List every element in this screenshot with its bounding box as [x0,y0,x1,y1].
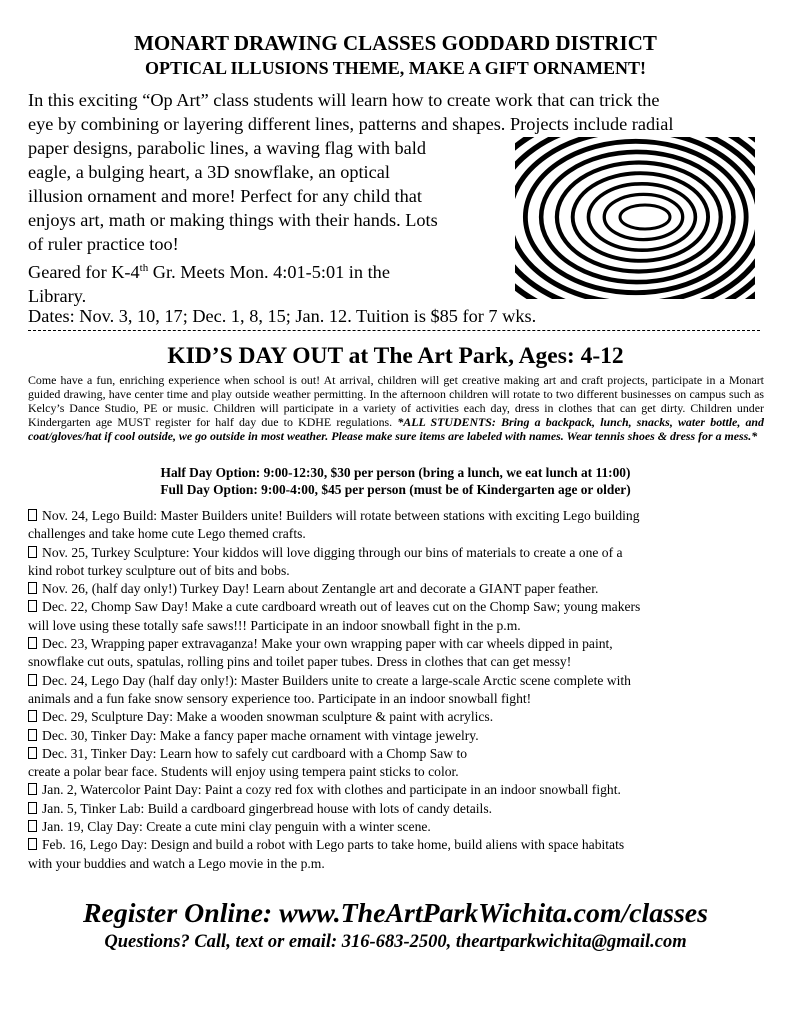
grade-info [28,256,498,284]
list-item-text: animals and a fun fake snow sensory experience too. Participate in an indoor snowball fight! [28,690,532,706]
intro-line: enjoys art, math or making things with their hands. Lots [28,210,438,230]
list-item [28,727,768,745]
grade-suffix: Gr. Meets Mon. 4:01-5:01 in the [148,262,390,283]
checkbox-bullet-icon [28,729,37,741]
half-day-option: Half Day Option: 9:00-12:30, $30 per person (bring a lunch, we eat lunch at 11:00) [160,465,631,480]
kids-day-title: KID’S DAY OUT at The Art Park, Ages: 4-12 [167,343,624,369]
contact-info: Questions? Call, text or email: 316-683-2500, theartparkwichita@gmail.com [104,932,687,952]
intro-line: eye by combining or layering different lines, patterns and shapes. Projects include radial [28,114,674,134]
page-subtitle: OPTICAL ILLUSIONS THEME, MAKE A GIFT ORNAMENT! [145,58,646,78]
section-divider [28,330,760,331]
list-item-text: Nov. 25, Turkey Sculpture: Your kiddos will love digging through our bins of materials to create a one of a [42,544,623,560]
full-day-option: Full Day Option: 9:00-4:00, $45 per person (must be of Kindergarten age or older) [160,482,631,497]
list-item-text: Dec. 23, Wrapping paper extravaganza! Make your own wrapping paper with car wheels dipped in paint, [42,636,613,652]
kids-day-notice: *ALL STUDENTS: Bring a backpack, lunch, snacks, water bottle, and coat/gloves/hat if cool outside, we go outside in most weather. Please make sure items are labeled with names. Wear tennis shoes & dress for a mess.* [28,415,764,443]
intro-line: In this exciting “Op Art” class students will learn how to create work that can trick the [28,90,660,110]
list-item-text: Feb. 16, Lego Day: Design and build a robot with Lego parts to take home, build aliens with space habitats [42,837,625,853]
list-item-text: will love using these totally safe saws!!! Participate in an indoor snowball fight in the p.m. [28,617,521,633]
list-item-continuation [28,653,768,671]
list-item-text: Nov. 26, (half day only!) Turkey Day! Learn about Zentangle art and decorate a GIANT paper feather. [42,581,599,597]
register-online: Register Online: www.TheArtParkWichita.com/classes [83,898,708,929]
list-item-continuation [28,690,768,708]
list-item [28,672,768,690]
list-item [28,708,768,726]
class-dates: Dates: Nov. 3, 10, 17; Dec. 1, 8, 15; Jan. 12. Tuition is $85 for 7 wks. [28,306,537,326]
kids-day-text: Come have a fun, enriching experience when school is out! At arrival, children will get creative making art and craft projects, participate in a Monart guided drawing, have center time and play outside weather permitting. In the afternoon children will rotate to two different businesses on campus such as Kelcy’s Dance Studio, PE or music. Children will participate in a variety of activities each day, dress in clothes that can get dirty. Children under Kindergarten age MUST register for half day due to KDHE regulations. [28,373,764,429]
list-item-text: challenges and take home cute Lego themed crafts. [28,526,306,542]
checkbox-bullet-icon [28,802,37,814]
list-item-continuation [28,617,768,635]
list-item-text: Jan. 5, Tinker Lab: Build a cardboard gingerbread house with lots of candy details. [42,800,493,816]
checkbox-bullet-icon [28,820,37,832]
grade-prefix: Geared for K-4 [28,262,140,283]
list-item-continuation [28,763,768,781]
list-item-continuation [28,855,768,873]
list-item [28,635,768,653]
checkbox-bullet-icon [28,710,37,722]
grade-info-line2: Library. [28,286,87,307]
intro-line: paper designs, parabolic lines, a waving flag with bald [28,138,427,158]
list-item [28,745,768,763]
list-item [28,781,768,799]
checkbox-bullet-icon [28,838,37,850]
intro-line: illusion ornament and more! Perfect for any child that [28,186,422,206]
page-title: MONART DRAWING CLASSES GODDARD DISTRICT [134,31,657,55]
list-item-text: create a polar bear face. Students will enjoy using tempera paint sticks to color. [28,764,459,780]
intro-line: of ruler practice too! [28,234,179,254]
list-item [28,836,768,854]
checkbox-bullet-icon [28,509,37,521]
list-item-continuation [28,562,768,580]
checkbox-bullet-icon [28,600,37,612]
list-item [28,544,768,562]
checkbox-bullet-icon [28,546,37,558]
list-item [28,507,768,525]
grade-sup: th [139,262,149,274]
list-item [28,818,768,836]
list-item-text: with your buddies and watch a Lego movie in the p.m. [28,855,325,871]
list-item [28,580,768,598]
list-item-text: Nov. 24, Lego Build: Master Builders unite! Builders will rotate between stations with exciting Lego building [42,508,640,523]
checkbox-bullet-icon [28,674,37,686]
events-list [28,507,768,873]
list-item-text: Dec. 29, Sculpture Day: Make a wooden snowman sculpture & paint with acrylics. [42,709,494,725]
list-item-text: snowflake cut outs, spatulas, rolling pins and toilet paper tubes. Dress in clothes that can get messy! [28,654,572,670]
list-item [28,598,768,616]
op-art-tunnel-illusion-icon [515,137,755,299]
list-item-text: Dec. 30, Tinker Day: Make a fancy paper mache ornament with vintage jewelry. [42,727,479,743]
checkbox-bullet-icon [28,747,37,759]
list-item-text: Dec. 24, Lego Day (half day only!): Master Builders unite to create a large-scale Arctic scene complete with [42,672,631,688]
checkbox-bullet-icon [28,783,37,795]
list-item-continuation [28,525,768,543]
checkbox-bullet-icon [28,582,37,594]
checkbox-bullet-icon [28,637,37,649]
list-item-text: Dec. 22, Chomp Saw Day! Make a cute cardboard wreath out of leaves cut on the Chomp Saw; young makers [42,599,641,615]
list-item-text: Dec. 31, Tinker Day: Learn how to safely cut cardboard with a Chomp Saw to [42,745,468,761]
intro-line: eagle, a bulging heart, a 3D snowflake, an optical [28,162,390,182]
list-item-text: Jan. 19, Clay Day: Create a cute mini clay penguin with a winter scene. [42,819,431,835]
list-item-text: Jan. 2, Watercolor Paint Day: Paint a cozy red fox with clothes and participate in an indoor snowball fight. [42,782,621,798]
list-item-text: kind robot turkey sculpture out of bits and bobs. [28,562,290,578]
list-item [28,800,768,818]
kids-day-description [28,373,764,443]
